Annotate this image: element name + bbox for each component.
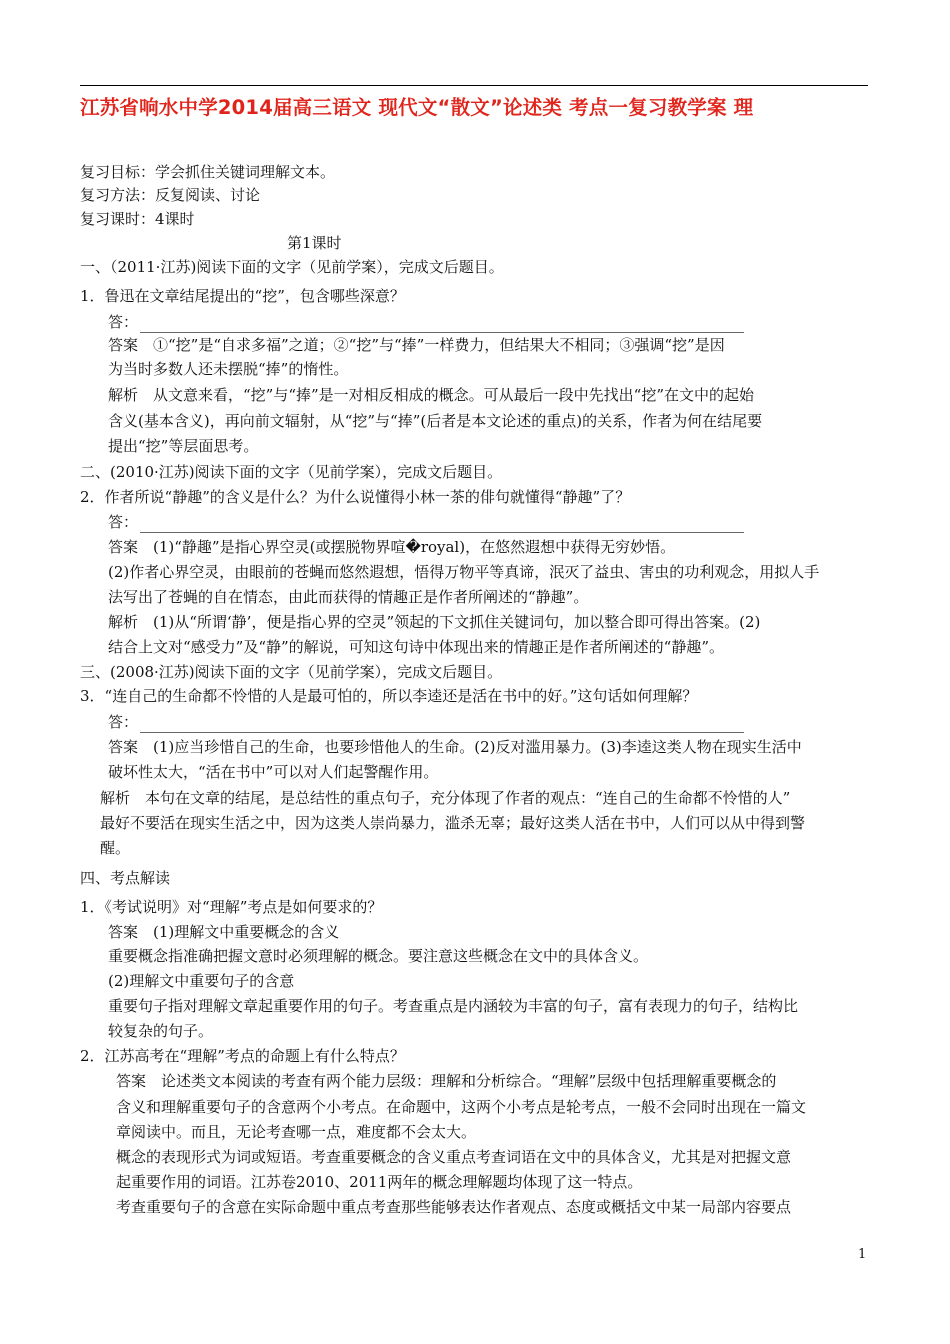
text-line: 解析 (1)从“所谓‘静’，便是指心界的空灵”领起的下文抓住关键词句，加以整合即可得出答案。(2)	[108, 613, 761, 631]
text-line: 答案 (1)理解文中重要概念的含义	[108, 923, 340, 941]
text-line: 较复杂的句子。	[108, 1022, 214, 1040]
text-line: 答案 (1)应当珍惜自己的生命，也要珍惜他人的生命。(2)反对滥用暴力。(3)李逵这类人物在现实生活中	[108, 738, 802, 756]
text-line: 2．作者所说“静趣”的含义是什么？为什么说懂得小林一茶的俳句就懂得“静趣”了？	[80, 488, 631, 506]
text-line: 结合上文对“感受力”及“静”的解说，可知这句诗中体现出来的情趣正是作者所阐述的“静趣”。	[108, 638, 725, 656]
text-line: (2)理解文中重要句子的含意	[108, 972, 295, 990]
text-line: 提出“挖”等层面思考。	[108, 437, 259, 455]
text-line: 复习课时：4课时	[80, 210, 195, 228]
text-line: 重要句子指对理解文章起重要作用的句子。考查重点是内涵较为丰富的句子，富有表现力的句子，结构比	[108, 997, 799, 1015]
text-line: 概念的表现形式为词或短语。考查重要概念的含义重点考查词语在文中的具体含义，尤其是对把握文意	[116, 1148, 792, 1166]
text-line: 复习方法：反复阅读、讨论	[80, 186, 261, 204]
header-rule	[80, 85, 868, 86]
text-line: 醒。	[100, 839, 131, 857]
text-line: 1．《考试说明》对“理解”考点是如何要求的？	[80, 898, 383, 916]
text-line: 含义(基本含义)，再向前文辐射，从“挖”与“捧”(后者是本文论述的重点)的关系，作者为何在结尾要	[108, 412, 763, 430]
text-line: 2．江苏高考在“理解”考点的命题上有什么特点？	[80, 1047, 405, 1065]
document-title: 江苏省响水中学2014届高三语文 现代文“散文”论述类 考点一复习教学案 理	[80, 96, 754, 119]
answer-blank	[140, 517, 744, 533]
answer-line	[108, 511, 950, 533]
text-line: 答案 (1)“静趣”是指心界空灵(或摆脱物界喧�royal)，在悠然遐想中获得无穷妙悟。	[108, 538, 676, 556]
text-line: 三、(2008·江苏)阅读下面的文字（见前学案），完成文后题目。	[80, 663, 503, 681]
text-line: 起重要作用的词语。江苏卷2010、2011两年的概念理解题均体现了这一特点。	[116, 1173, 643, 1191]
text-line: 法写出了苍蝇的自在情态，由此而获得的情趣正是作者所阐述的“静趣”。	[108, 588, 589, 606]
text-line: 1．鲁迅在文章结尾提出的“挖”，包含哪些深意？	[80, 287, 405, 305]
answer-label: 答：	[108, 313, 139, 331]
text-line: 考查重要句子的含意在实际命题中重点考查那些能够表达作者观点、态度或概括文中某一局部内容要点	[116, 1198, 792, 1216]
text-line: 答案 ①“挖”是“自求多福”之道；②“挖”与“捧”一样费力，但结果大不相同；③强调“挖”是因	[108, 336, 725, 354]
text-line: 重要概念指准确把握文意时必须理解的概念。要注意这些概念在文中的具体含义。	[108, 947, 649, 965]
page-number: 1	[858, 1247, 867, 1262]
answer-blank	[140, 317, 744, 333]
text-line: (2)作者心界空灵，由眼前的苍蝇而悠然遐想，悟得万物平等真谛，泯灭了益虫、害虫的功利观念，用拟人手	[108, 563, 820, 581]
section-heading: 四、考点解读	[80, 869, 171, 887]
text-line: 解析 从文意来看，“挖”与“捧”是一对相反相成的概念。可从最后一段中先找出“挖”在文中的起始	[108, 386, 755, 404]
text-line: 答案 论述类文本阅读的考查有两个能力层级：理解和分析综合。“理解”层级中包括理解重要概念的	[116, 1072, 777, 1090]
answer-line	[108, 711, 950, 733]
text-line: 3．“连自己的生命都不怜惜的人是最可怕的，所以李逵还是活在书中的好。”这句话如何理解？	[80, 687, 698, 705]
text-line: 章阅读中。而且，无论考查哪一点，难度都不会太大。	[116, 1123, 477, 1141]
text-line: 二、(2010·江苏)阅读下面的文字（见前学案），完成文后题目。	[80, 463, 503, 481]
lesson-heading: 第1课时	[287, 234, 342, 252]
answer-label: 答：	[108, 513, 139, 531]
answer-line	[108, 311, 950, 333]
answer-label: 答：	[108, 713, 139, 731]
text-line: 复习目标：学会抓住关键词理解文本。	[80, 163, 336, 181]
text-line: 解析 本句在文章的结尾，是总结性的重点句子，充分体现了作者的观点：“连自己的生命都不怜惜的人”	[100, 789, 791, 807]
answer-blank	[140, 717, 744, 733]
text-line: 含义和理解重要句子的含意两个小考点。在命题中，这两个小考点是轮考点，一般不会同时出现在一篇文	[116, 1098, 807, 1116]
text-line: 最好不要活在现实生活之中，因为这类人崇尚暴力，滥杀无辜；最好这类人活在书中，人们可以从中得到警	[100, 814, 806, 832]
text-line: 破坏性太大，“活在书中”可以对人们起警醒作用。	[108, 763, 439, 781]
text-line: 一、（2011·江苏)阅读下面的文字（见前学案），完成文后题目。	[80, 258, 504, 276]
text-line: 为当时多数人还未摆脱“捧”的惰性。	[108, 360, 349, 378]
